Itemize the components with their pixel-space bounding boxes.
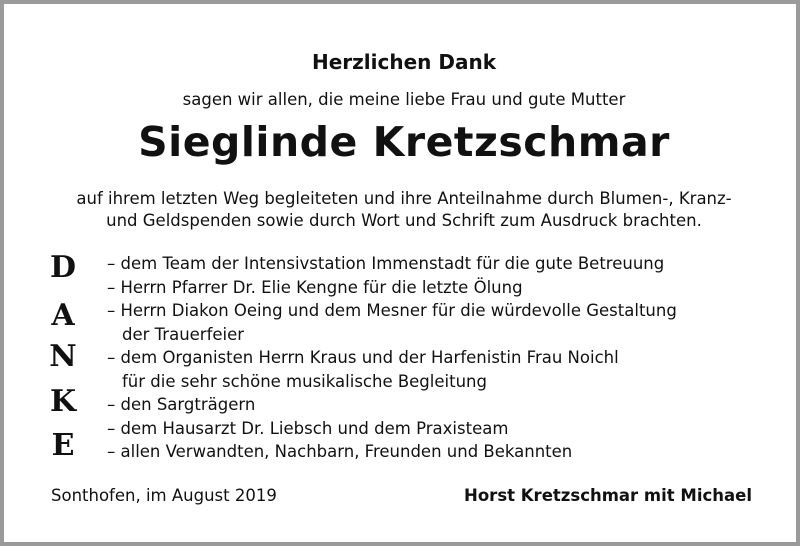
danke-letter: N bbox=[49, 339, 77, 374]
list-item: – dem Hausarzt Dr. Liebsch und dem Praxisteam bbox=[107, 418, 509, 438]
list-item: – den Sargträgern bbox=[107, 395, 256, 414]
intro-line: sagen wir allen, die meine liebe Frau und gute Mutter bbox=[182, 90, 626, 109]
heading: Herzlichen Dank bbox=[311, 50, 496, 74]
thanks-paragraph bbox=[4, 188, 800, 232]
list-item: – Herrn Diakon Oeing und dem Mesner für die würdevolle Gestaltung bbox=[107, 301, 677, 320]
signature: Horst Kretzschmar mit Michael bbox=[464, 486, 752, 505]
list-item-continuation: für die sehr schöne musikalische Begleitung bbox=[122, 371, 487, 391]
deceased-name: Sieglinde Kretzschmar bbox=[138, 118, 670, 166]
list-item: – Herrn Pfarrer Dr. Elie Kengne für die letzte Ölung bbox=[107, 277, 523, 297]
danke-letter: K bbox=[49, 384, 77, 419]
thanks-line: und Geldspenden sowie durch Wort und Schrift zum Ausdruck brachten. bbox=[106, 211, 702, 230]
danke-letter: D bbox=[49, 250, 76, 285]
danke-letter: A bbox=[51, 298, 75, 333]
danke-letter: E bbox=[51, 428, 75, 463]
list-item: – allen Verwandten, Nachbarn, Freunden und Bekannten bbox=[107, 442, 573, 461]
list-item: – dem Organisten Herrn Kraus und der Harfenistin Frau Noichl bbox=[107, 348, 619, 367]
thanks-list bbox=[107, 252, 787, 464]
list-item-continuation: der Trauerfeier bbox=[122, 324, 245, 344]
place-date: Sonthofen, im August 2019 bbox=[51, 486, 277, 505]
list-item: – dem Team der Intensivstation Immenstadt für die gute Betreuung bbox=[107, 254, 665, 273]
thanks-line: auf ihrem letzten Weg begleiteten und ihre Anteilnahme durch Blumen-, Kranz- bbox=[76, 189, 732, 208]
